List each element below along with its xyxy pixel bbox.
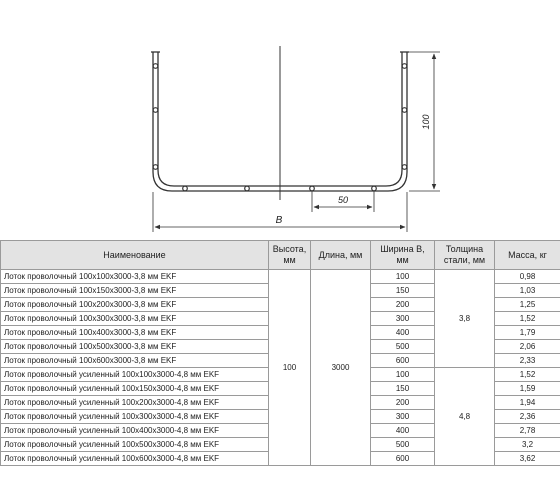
thickness-cell-standard: 3,8 [435, 270, 495, 368]
row-mass: 1,79 [495, 326, 560, 340]
row-mass: 1,52 [495, 312, 560, 326]
header-name: Наименование [1, 241, 269, 270]
row-width: 200 [371, 396, 435, 410]
row-mass: 1,59 [495, 382, 560, 396]
row-mass: 2,78 [495, 424, 560, 438]
row-width: 150 [371, 284, 435, 298]
row-mass: 3,2 [495, 438, 560, 452]
row-name: Лоток проволочный усиленный 100x400x3000-4,8 мм EKF [1, 424, 269, 438]
row-width: 400 [371, 326, 435, 340]
table-header-row [1, 241, 560, 270]
header-mass: Масса, кг [495, 241, 560, 270]
row-width: 500 [371, 340, 435, 354]
row-mass: 0,98 [495, 270, 560, 284]
spec-table [0, 240, 560, 466]
row-name: Лоток проволочный 100x400x3000-3,8 мм EKF [1, 326, 269, 340]
width-dimension-label: B [275, 215, 283, 226]
row-width: 600 [371, 354, 435, 368]
row-name: Лоток проволочный усиленный 100x200x3000-4,8 мм EKF [1, 396, 269, 410]
table-row [1, 270, 560, 284]
row-width: 100 [371, 270, 435, 284]
row-mass: 2,36 [495, 410, 560, 424]
tray-cross-section-drawing [0, 0, 560, 240]
row-mass: 1,25 [495, 298, 560, 312]
row-mass: 1,03 [495, 284, 560, 298]
row-width: 300 [371, 312, 435, 326]
row-width: 200 [371, 298, 435, 312]
row-name: Лоток проволочный 100x500x3000-3,8 мм EKF [1, 340, 269, 354]
height-dimension-label: 100 [421, 114, 431, 130]
row-width: 150 [371, 382, 435, 396]
row-mass: 2,06 [495, 340, 560, 354]
row-name: Лоток проволочный 100x600x3000-3,8 мм EKF [1, 354, 269, 368]
row-name: Лоток проволочный 100x300x3000-3,8 мм EKF [1, 312, 269, 326]
header-thickness: Толщина стали, мм [435, 241, 495, 270]
row-width: 100 [371, 368, 435, 382]
row-width: 400 [371, 424, 435, 438]
row-width: 500 [371, 438, 435, 452]
row-name: Лоток проволочный усиленный 100x150x3000-4,8 мм EKF [1, 382, 269, 396]
row-name: Лоток проволочный усиленный 100x100x3000-4,8 мм EKF [1, 368, 269, 382]
row-name: Лоток проволочный усиленный 100x300x3000-4,8 мм EKF [1, 410, 269, 424]
header-length: Длина, мм [311, 241, 371, 270]
row-name: Лоток проволочный усиленный 100x600x3000-4,8 мм EKF [1, 452, 269, 466]
row-mass: 2,33 [495, 354, 560, 368]
row-name: Лоток проволочный усиленный 100x500x3000-4,8 мм EKF [1, 438, 269, 452]
header-width: Ширина B, мм [371, 241, 435, 270]
row-mass: 3,62 [495, 452, 560, 466]
header-height: Высота, мм [269, 241, 311, 270]
height-cell: 100 [269, 270, 311, 466]
row-name: Лоток проволочный 100x150x3000-3,8 мм EKF [1, 284, 269, 298]
row-name: Лоток проволочный 100x200x3000-3,8 мм EKF [1, 298, 269, 312]
row-name: Лоток проволочный 100x100x3000-3,8 мм EKF [1, 270, 269, 284]
pitch-dimension-label: 50 [337, 195, 349, 205]
row-width: 600 [371, 452, 435, 466]
row-mass: 1,52 [495, 368, 560, 382]
thickness-cell-reinforced: 4,8 [435, 368, 495, 466]
length-cell: 3000 [311, 270, 371, 466]
row-mass: 1,94 [495, 396, 560, 410]
row-width: 300 [371, 410, 435, 424]
